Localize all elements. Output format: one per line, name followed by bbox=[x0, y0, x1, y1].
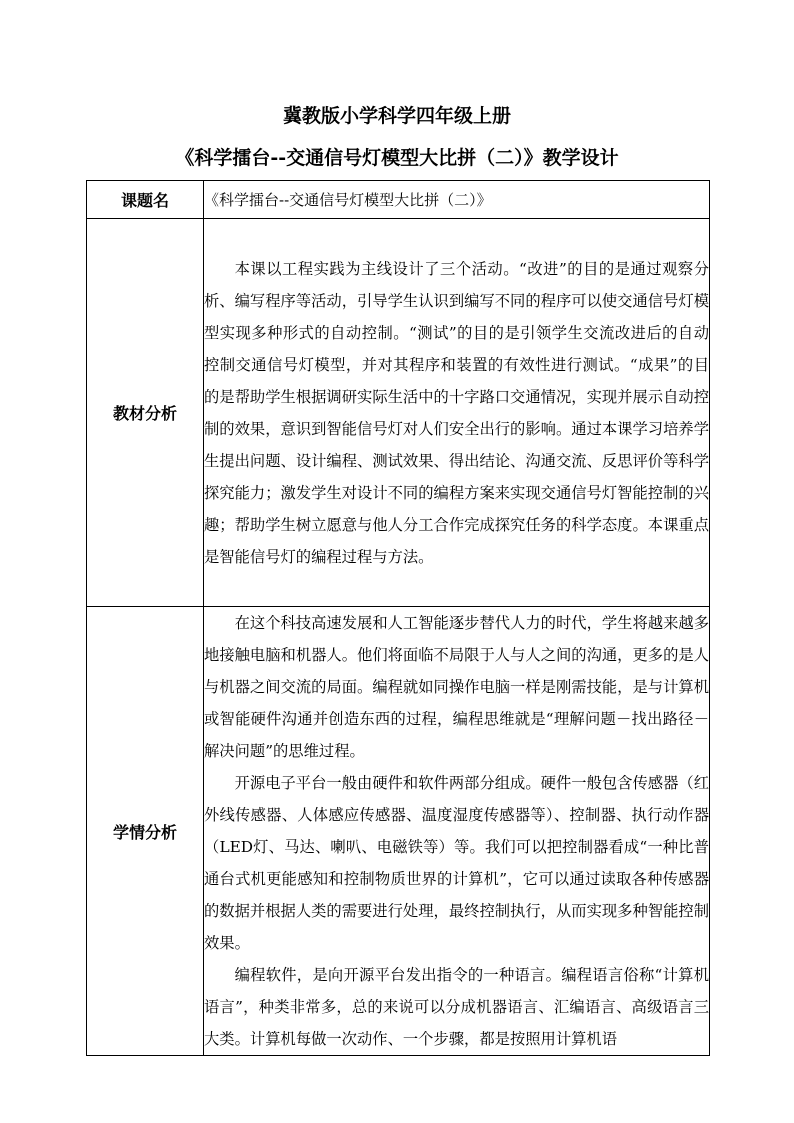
material-analysis-paragraph: 本课以工程实践为主线设计了三个活动。“改进”的目的是通过观察分析、编写程序等活动，引导学生认识到编写不同的程序可以使交通信号灯模型实现多种形式的自动控制。“测试”的目的是引领学生交流改进后的自动控制交通信号灯模型，并对其程序和装置的有效性进行测试。“成果”的目的是帮助学生根据调研实际生活中的十字路口交通情况，实现并展示自动控制的效果，意识到智能信号灯对人们安全出行的影响。通过本课学习培养学生提出问题、设计编程、测试效果、得出结论、沟通交流、反思评价等科学探究能力；激发学生对设计不同的编程方案来实现交通信号灯智能控制的兴趣；帮助学生树立愿意与他人分工合作完成探究任务的科学态度。本课重点是智能信号灯的编程过程与方法。 bbox=[204, 259, 709, 566]
student-analysis-paragraph-2: 开源电子平台一般由硬件和软件两部分组成。硬件一般包含传感器（红外线传感器、人体感应传感器、温度湿度传感器等）、控制器、执行动作器（LED灯、马达、喇叭、电磁铁等）等。我们可以把控制器看成“一种比普通台式机更能感知和控制物质世界的计算机”，它可以通过读取各种传感器的数据并根据人类的需要进行处理，最终控制执行，从而实现多种智能控制效果。 bbox=[204, 774, 709, 952]
topic-value-cell bbox=[204, 181, 710, 219]
document-title-line-2: 《科学擂台--交通信号灯模型大比拼（二）》教学设计 bbox=[175, 147, 619, 169]
topic-label: 课题名 bbox=[87, 181, 204, 219]
table-row-topic bbox=[87, 181, 710, 219]
material-analysis-content bbox=[204, 219, 710, 607]
table-row-material-analysis bbox=[87, 219, 710, 607]
student-analysis-content bbox=[204, 607, 710, 1056]
topic-value: 《科学擂台--交通信号灯模型大比拼（二）》 bbox=[204, 190, 492, 209]
material-analysis-label: 教材分析 bbox=[87, 219, 204, 607]
student-analysis-paragraph-1: 在这个科技高速发展和人工智能逐步替代人力的时代，学生将越来越多地接触电脑和机器人。他们将面临不局限于人与人之间的沟通，更多的是人与机器之间交流的局面。编程就如同操作电脑一样是刚需技能，是与计算机或智能硬件沟通并创造东西的过程，编程思维就是“理解问题－找出路径－解决问题”的思维过程。 bbox=[204, 614, 709, 760]
student-analysis-paragraph-3: 编程软件，是向开源平台发出指令的一种语言。编程语言俗称“计算机语言”，种类非常多，总的来说可以分成机器语言、汇编语言、高级语言三大类。计算机每做一次动作、一个步骤，都是按照用计算机语 bbox=[204, 966, 709, 1048]
document-title-line-1: 冀教版小学科学四年级上册 bbox=[282, 105, 511, 127]
lesson-design-table bbox=[86, 180, 710, 1056]
table-row-student-analysis bbox=[87, 607, 710, 1056]
student-analysis-label: 学情分析 bbox=[87, 607, 204, 1056]
